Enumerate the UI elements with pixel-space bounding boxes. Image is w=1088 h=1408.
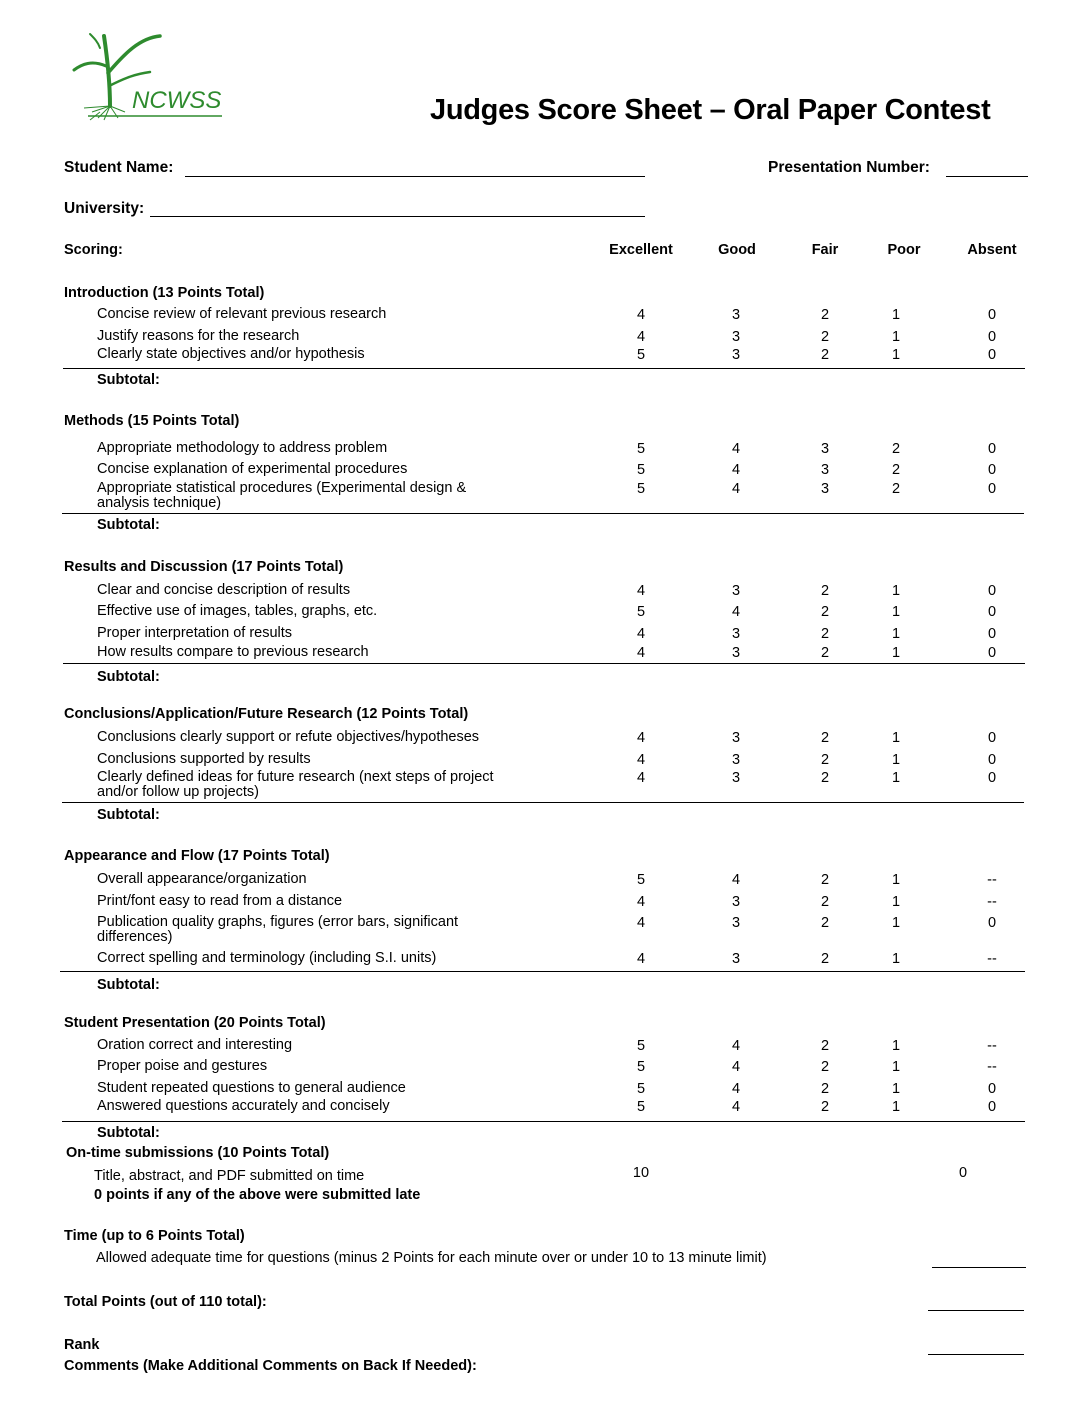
score-option[interactable]: 3 [731,583,741,599]
criterion-label: Proper interpretation of results [97,625,293,641]
score-option[interactable]: 0 [987,583,997,599]
subtotal-label: Subtotal: [97,517,160,533]
subtotal-label: Subtotal: [97,977,160,993]
score-option[interactable]: 3 [820,462,830,478]
score-option[interactable]: 2 [820,730,830,746]
column-header: Fair [811,242,839,258]
score-option[interactable]: 0 [987,645,997,661]
score-option[interactable]: 3 [731,347,741,363]
score-option[interactable]: 2 [891,481,901,497]
criterion-label-cont: and/or follow up projects) [97,784,259,800]
student-name-field[interactable] [185,176,645,177]
score-option[interactable]: 0 [987,915,997,931]
score-option[interactable]: 5 [636,1081,646,1097]
criterion-label: Effective use of images, tables, graphs, etc. [97,603,378,619]
score-option[interactable]: 2 [820,604,830,620]
total-points-label: Total Points (out of 110 total): [64,1294,267,1310]
section-title: Introduction (13 Points Total) [64,285,265,301]
section-title: Appearance and Flow (17 Points Total) [64,848,330,864]
time-criterion: Allowed adequate time for questions (minus 2 Points for each minute over or under 10 to 13 minute limit) [96,1250,767,1266]
score-option[interactable]: 1 [891,347,901,363]
criterion-label: Clearly state objectives and/or hypothesis [97,346,365,362]
score-option[interactable]: 4 [731,481,741,497]
score-option[interactable]: 0 [987,462,997,478]
criterion-label: Justify reasons for the research [97,328,300,344]
score-option[interactable]: 4 [731,604,741,620]
score-option[interactable]: 1 [891,645,901,661]
score-option[interactable]: 1 [891,951,901,967]
score-option[interactable]: 2 [820,770,830,786]
score-option[interactable]: 4 [731,872,741,888]
page-title: Judges Score Sheet – Oral Paper Contest [430,94,991,126]
subtotal-label: Subtotal: [97,1125,160,1141]
score-option[interactable]: 2 [820,347,830,363]
score-option[interactable]: 2 [820,915,830,931]
score-option[interactable]: 3 [731,894,741,910]
section-title: Results and Discussion (17 Points Total) [64,559,344,575]
rank-field[interactable] [928,1354,1024,1355]
subtotal-label: Subtotal: [97,372,160,388]
score-option[interactable]: 5 [636,1038,646,1054]
score-option[interactable]: 4 [636,329,646,345]
score-option[interactable]: 1 [891,583,901,599]
score-option[interactable]: 3 [731,951,741,967]
score-option[interactable]: 2 [820,1059,830,1075]
score-option[interactable]: 4 [636,645,646,661]
score-option[interactable]: 1 [891,307,901,323]
student-name-label: Student Name: [64,159,174,176]
score-option[interactable]: 2 [820,1081,830,1097]
score-option[interactable]: 1 [891,329,901,345]
score-option[interactable]: 4 [636,730,646,746]
ontime-title: On-time submissions (10 Points Total) [66,1145,330,1161]
score-option[interactable]: 3 [820,441,830,457]
total-points-field[interactable] [928,1310,1024,1311]
score-option[interactable]: 2 [820,626,830,642]
score-option[interactable]: 5 [636,441,646,457]
presentation-number-label: Presentation Number: [768,159,930,176]
score-option[interactable]: 3 [731,626,741,642]
score-option[interactable]: 1 [891,1081,901,1097]
score-option[interactable]: -- [987,951,997,967]
criterion-label: Clearly defined ideas for future research (next steps of project [97,769,494,785]
score-option[interactable]: 1 [891,1099,901,1115]
score-option[interactable]: 0 [987,730,997,746]
score-option[interactable]: 4 [636,894,646,910]
score-option[interactable]: 1 [891,604,901,620]
criterion-label: Answered questions accurately and concisely [97,1098,390,1114]
subtotal-label: Subtotal: [97,807,160,823]
criterion-label: How results compare to previous research [97,644,369,660]
score-option[interactable]: 0 [987,1099,997,1115]
criterion-label: Clear and concise description of results [97,582,351,598]
score-option[interactable]: 4 [731,1081,741,1097]
ontime-note: 0 points if any of the above were submitted late [94,1187,421,1203]
score-option[interactable]: 4 [636,583,646,599]
score-option[interactable]: 0 [987,626,997,642]
score-option[interactable]: 4 [731,1059,741,1075]
ontime-score-absent[interactable]: 0 [958,1165,968,1181]
university-field[interactable] [150,216,645,217]
score-option[interactable]: 3 [731,645,741,661]
criterion-label: Conclusions supported by results [97,751,311,767]
score-option[interactable]: 2 [820,645,830,661]
criterion-label: Concise explanation of experimental procedures [97,461,408,477]
score-option[interactable]: 4 [636,770,646,786]
score-option[interactable]: 3 [731,915,741,931]
criterion-label-cont: differences) [97,929,173,945]
time-title: Time (up to 6 Points Total) [64,1228,245,1244]
score-option[interactable]: 4 [636,951,646,967]
score-option[interactable]: -- [987,894,997,910]
score-option[interactable]: 2 [820,307,830,323]
score-option[interactable]: -- [987,872,997,888]
criterion-label: Conclusions clearly support or refute objectives/hypotheses [97,729,480,745]
score-option[interactable]: 2 [820,1038,830,1054]
score-option[interactable]: 4 [731,441,741,457]
subtotal-label: Subtotal: [97,669,160,685]
criterion-label: Publication quality graphs, figures (error bars, significant [97,914,459,930]
score-option[interactable]: 4 [731,1038,741,1054]
section-divider [62,1121,1025,1122]
score-option[interactable]: 5 [636,462,646,478]
score-option[interactable]: 5 [636,347,646,363]
criterion-label-cont: analysis technique) [97,495,222,511]
score-option[interactable]: 4 [636,915,646,931]
column-header: Poor [887,242,921,258]
criterion-label: Student repeated questions to general audience [97,1080,406,1096]
score-option[interactable]: 4 [636,307,646,323]
score-option[interactable]: 1 [891,1059,901,1075]
section-divider [62,513,1024,514]
ncwss-logo [70,28,230,123]
logo-text: NCWSS [132,87,222,114]
section-divider [60,971,1025,972]
scoring-label: Scoring: [64,242,123,258]
score-option[interactable]: 2 [820,752,830,768]
criterion-label: Print/font easy to read from a distance [97,893,343,909]
ontime-score-excellent[interactable]: 10 [632,1165,650,1181]
score-option[interactable]: 3 [731,329,741,345]
score-option[interactable]: 0 [987,347,997,363]
section-divider [63,368,1025,369]
score-option[interactable]: 2 [891,462,901,478]
score-option[interactable]: 4 [731,1099,741,1115]
score-option[interactable]: 1 [891,770,901,786]
score-option[interactable]: 1 [891,915,901,931]
score-option[interactable]: 0 [987,441,997,457]
score-option[interactable]: 2 [820,329,830,345]
section-title: Methods (15 Points Total) [64,413,240,429]
score-option[interactable]: 2 [820,894,830,910]
score-option[interactable]: 5 [636,1059,646,1075]
roots-icon [84,106,125,120]
score-option[interactable]: 0 [987,604,997,620]
score-option[interactable]: 0 [987,1081,997,1097]
university-label: University: [64,200,145,217]
column-header: Absent [967,242,1017,258]
time-score-field[interactable] [932,1267,1026,1268]
score-option[interactable]: 5 [636,872,646,888]
section-divider [62,802,1024,803]
section-title: Conclusions/Application/Future Research (12 Points Total) [64,706,469,722]
criterion-label: Concise review of relevant previous research [97,306,387,322]
score-option[interactable]: 1 [891,894,901,910]
score-option[interactable]: 1 [891,752,901,768]
ontime-criterion: Title, abstract, and PDF submitted on time [94,1168,365,1184]
score-option[interactable]: 1 [891,1038,901,1054]
score-option[interactable]: 3 [731,770,741,786]
column-header: Excellent [609,242,673,258]
score-option[interactable]: 3 [731,307,741,323]
score-option[interactable]: -- [987,1059,997,1075]
presentation-number-field[interactable] [946,176,1028,177]
score-option[interactable]: 0 [987,770,997,786]
comments-label: Comments (Make Additional Comments on Back If Needed): [64,1358,477,1374]
score-option[interactable]: -- [987,1038,997,1054]
score-option[interactable]: 1 [891,730,901,746]
score-option[interactable]: 4 [636,626,646,642]
criterion-label: Appropriate statistical procedures (Experimental design & [97,480,467,496]
score-option[interactable]: 2 [891,441,901,457]
score-option[interactable]: 4 [636,752,646,768]
score-option[interactable]: 0 [987,307,997,323]
score-option[interactable]: 3 [731,752,741,768]
score-option[interactable]: 3 [731,730,741,746]
score-option[interactable]: 1 [891,626,901,642]
score-option[interactable]: 5 [636,1099,646,1115]
section-divider [63,663,1025,664]
criterion-label: Overall appearance/organization [97,871,307,887]
score-option[interactable]: 4 [731,462,741,478]
score-option[interactable]: 0 [987,481,997,497]
column-header: Good [718,242,756,258]
criterion-label: Appropriate methodology to address problem [97,440,388,456]
score-option[interactable]: 2 [820,1099,830,1115]
rank-label: Rank [64,1337,100,1353]
score-option[interactable]: 2 [820,583,830,599]
score-option[interactable]: 3 [820,481,830,497]
criterion-label: Oration correct and interesting [97,1037,293,1053]
criterion-label: Proper poise and gestures [97,1058,268,1074]
score-option[interactable]: 5 [636,604,646,620]
section-title: Student Presentation (20 Points Total) [64,1015,326,1031]
score-option[interactable]: 0 [987,752,997,768]
score-option[interactable]: 0 [987,329,997,345]
score-option[interactable]: 2 [820,872,830,888]
score-option[interactable]: 2 [820,951,830,967]
score-option[interactable]: 5 [636,481,646,497]
score-option[interactable]: 1 [891,872,901,888]
criterion-label: Correct spelling and terminology (including S.I. units) [97,950,437,966]
